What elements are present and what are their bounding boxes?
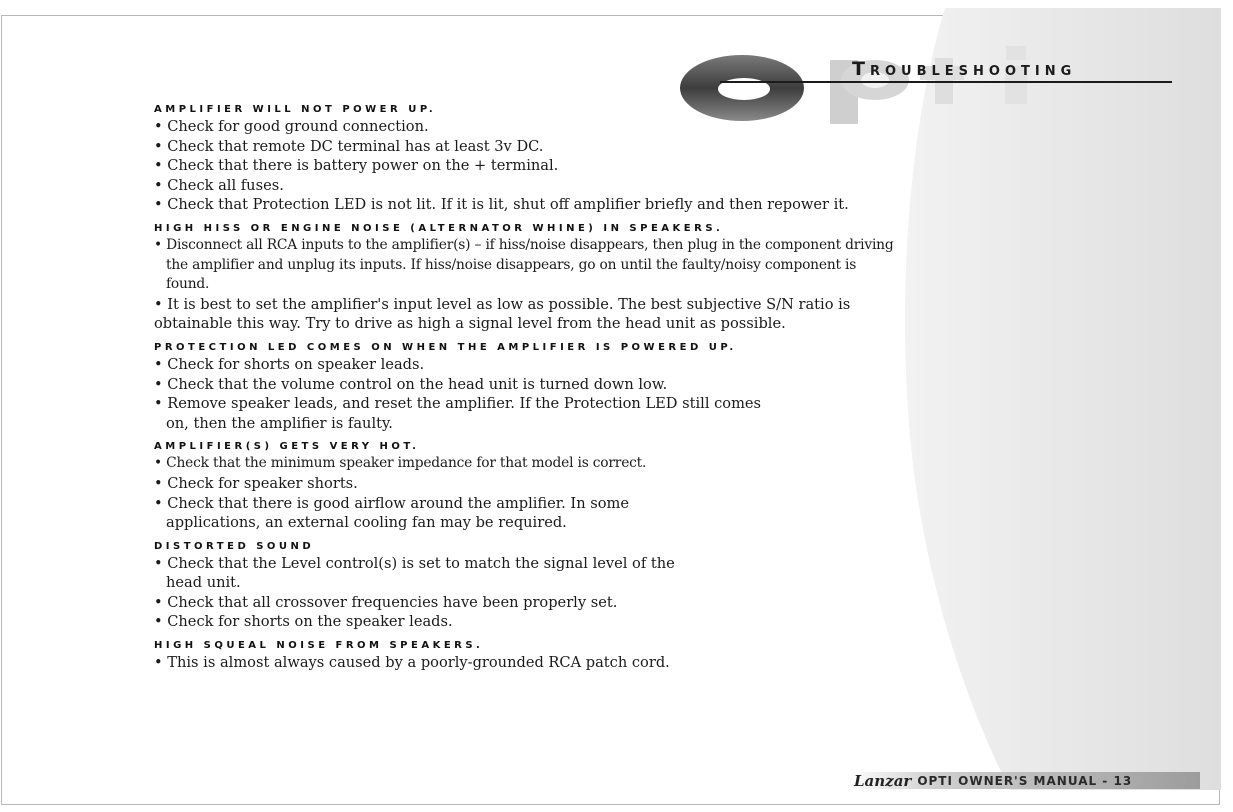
footer-page-label: OPTI OWNER'S MANUAL - 13	[917, 773, 1133, 788]
section-very-hot	[154, 441, 894, 532]
section-heading: HIGH SQUEAL NOISE FROM SPEAKERS.	[154, 640, 484, 652]
item-list	[154, 653, 894, 673]
list-item: • Check for speaker shorts.	[154, 474, 358, 492]
list-item: • Check for shorts on speaker leads.	[154, 355, 425, 373]
item-list	[154, 117, 894, 215]
list-item: • Check that Protection LED is not lit. If it is lit, shut off amplifier briefly and then repower it.	[154, 196, 849, 214]
section-heading: DISTORTED SOUND	[154, 540, 315, 552]
page-title: Troubleshooting	[852, 58, 1077, 80]
list-item: • Check all fuses.	[154, 176, 284, 194]
section-squeal-noise	[154, 640, 894, 673]
section-hiss-noise	[154, 223, 894, 334]
item-list	[154, 454, 694, 532]
list-item: • Check that the minimum speaker impedance for that model is correct.	[154, 455, 647, 472]
section-heading: AMPLIFIER(S) GETS VERY HOT.	[154, 441, 420, 453]
list-item: • Check that remote DC terminal has at least 3v DC.	[154, 137, 544, 155]
section-distorted-sound	[154, 541, 894, 632]
list-item: • Disconnect all RCA inputs to the amplifier(s) – if hiss/noise disappears, then plug in the component driving the amplifier and unplug its inputs. If hiss/noise disappears, go on until the faulty/noisy component is found.	[154, 236, 894, 293]
list-item: • Check that all crossover frequencies have been properly set.	[154, 593, 618, 611]
page-footer	[848, 772, 1200, 789]
list-item: • Check that the Level control(s) is set to match the signal level of the head unit.	[154, 554, 675, 592]
list-item: • Check for good ground connection.	[154, 118, 429, 135]
list-item: • Remove speaker leads, and reset the amplifier. If the Protection LED still comes on, then the amplifier is faulty.	[154, 395, 762, 432]
item-list	[154, 236, 894, 334]
title-rule	[720, 81, 1172, 83]
section-protection-led	[154, 342, 894, 433]
list-item: • It is best to set the amplifier's input level as low as possible. The best subjective S/N ratio is obtainable this way. Try to drive as high a signal level from the head unit as possible.	[154, 295, 851, 333]
list-item: • This is almost always caused by a poorly-grounded RCA patch cord.	[154, 654, 670, 672]
list-item: • Check that there is good airflow around the amplifier. In some applications, an external cooling fan may be required.	[154, 494, 629, 532]
list-item: • Check for shorts on the speaker leads.	[154, 613, 453, 631]
troubleshooting-content	[154, 104, 894, 681]
section-heading: AMPLIFIER WILL NOT POWER UP.	[154, 104, 437, 115]
section-no-power	[154, 104, 894, 215]
list-item: • Check that there is battery power on the + terminal.	[154, 157, 559, 175]
item-list	[154, 554, 694, 632]
section-heading: HIGH HISS OR ENGINE NOISE (ALTERNATOR WHINE) IN SPEAKERS.	[154, 222, 724, 234]
section-heading: PROTECTION LED COMES ON WHEN THE AMPLIFIER IS POWERED UP.	[154, 341, 737, 353]
list-item: • Check that the volume control on the head unit is turned down low.	[154, 375, 668, 393]
brand-logo: Lanzar	[854, 771, 912, 790]
item-list	[154, 355, 774, 433]
